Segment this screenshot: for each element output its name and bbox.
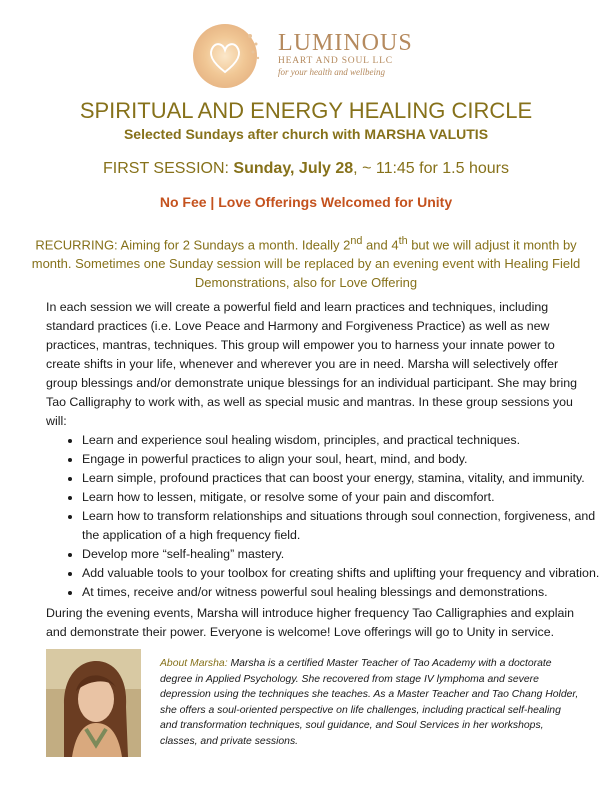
portrait-image [46, 649, 141, 757]
intro-paragraph: In each session we will create a powerful field and learn practices and techniques, including standard practices (i.e. Love Peace and Harmony and Forgiveness Practice) as well as new practices, mantras, techniques. This group will empower you to harness your innate power to create shifts in your life, whenever and wherever you are in need. Marsha will selectively offer group blessings and/or demonstrate unique blessings for an individual participant. She may bring Tao Calligraphy to work with, as well as special music and mantras. In these group sessions you will: [46, 300, 578, 428]
list-item: • Engage in powerful practices to align your soul, heart, mind, and body. [82, 450, 604, 469]
logo-subname: HEART AND SOUL LLC [278, 56, 393, 66]
list-item: • Learn how to transform relationships and situations through soul connection, forgiveness, and the application of a high frequency field. [82, 507, 604, 545]
evening-paragraph: During the evening events, Marsha will introduce higher frequency Tao Calligraphies and explain and demonstrate their power. Everyone is welcome! Love offerings will go to Unity in service. [46, 606, 575, 639]
marsha-portrait [46, 649, 141, 757]
logo-tagline: for your health and wellbeing [278, 67, 385, 77]
logo-name: LUMINOUS [278, 30, 413, 56]
fee-notice: No Fee | Love Offerings Welcomed for Unity [159, 194, 453, 210]
about-lead: About Marsha: [160, 658, 228, 669]
list-item: • Learn simple, profound practices that can boost your energy, stamina, vitality, and immunity. [82, 469, 604, 488]
list-item: • At times, receive and/or witness powerful soul healing blessings and demonstrations. [82, 583, 604, 602]
first-session-time: , ~ 11:45 for 1.5 hours [353, 160, 509, 177]
recurring-text-2: and 4 [362, 237, 399, 253]
first-session-date: Sunday, July 28 [233, 160, 354, 177]
heart-logo-icon [190, 22, 260, 90]
list-item: • Develop more “self-healing” mastery. [82, 545, 604, 564]
page-title: SPIRITUAL AND ENERGY HEALING CIRCLE [79, 98, 533, 123]
recurring-notice [30, 232, 582, 292]
recurring-sup-2: th [398, 235, 408, 247]
recurring-sup-1: nd [350, 235, 363, 247]
first-session-label: FIRST SESSION: [103, 160, 229, 177]
list-item: • Learn how to lessen, mitigate, or resolve some of your pain and discomfort. [82, 488, 604, 507]
recurring-text-1: RECURRING: Aiming for 2 Sundays a month. Ideally 2 [35, 237, 351, 253]
about-body: Marsha is a certified Master Teacher of Tao Academy with a doctorate degree in Applied Psychology. She recovered from stage IV lymphoma and severe depression using the techniques she teaches. As a Master Teacher and Tao Chang Holder, she offers a soul-oriented perspective on life challenges, including practical self-healing and transformation techniques, soul guidance, and Soul Services in her workshops, classes, and private sessions. [160, 658, 579, 747]
list-item: • Learn and experience soul healing wisdom, principles, and practical techniques. [82, 431, 604, 450]
first-session [0, 160, 612, 178]
page-subtitle: Selected Sundays after church with MARSHA VALUTIS [123, 126, 489, 142]
benefits-list [62, 431, 604, 602]
about-marsha [160, 656, 580, 750]
recurring-text-3: but we will adjust it month by month. Sometimes one Sunday session will be replaced by an evening event with Healing Field Demonstrations, also for Love Offering [31, 237, 581, 291]
list-item: • Add valuable tools to your toolbox for creating shifts and uplifting your frequency and vibration. [82, 564, 604, 583]
company-logo [190, 22, 420, 90]
